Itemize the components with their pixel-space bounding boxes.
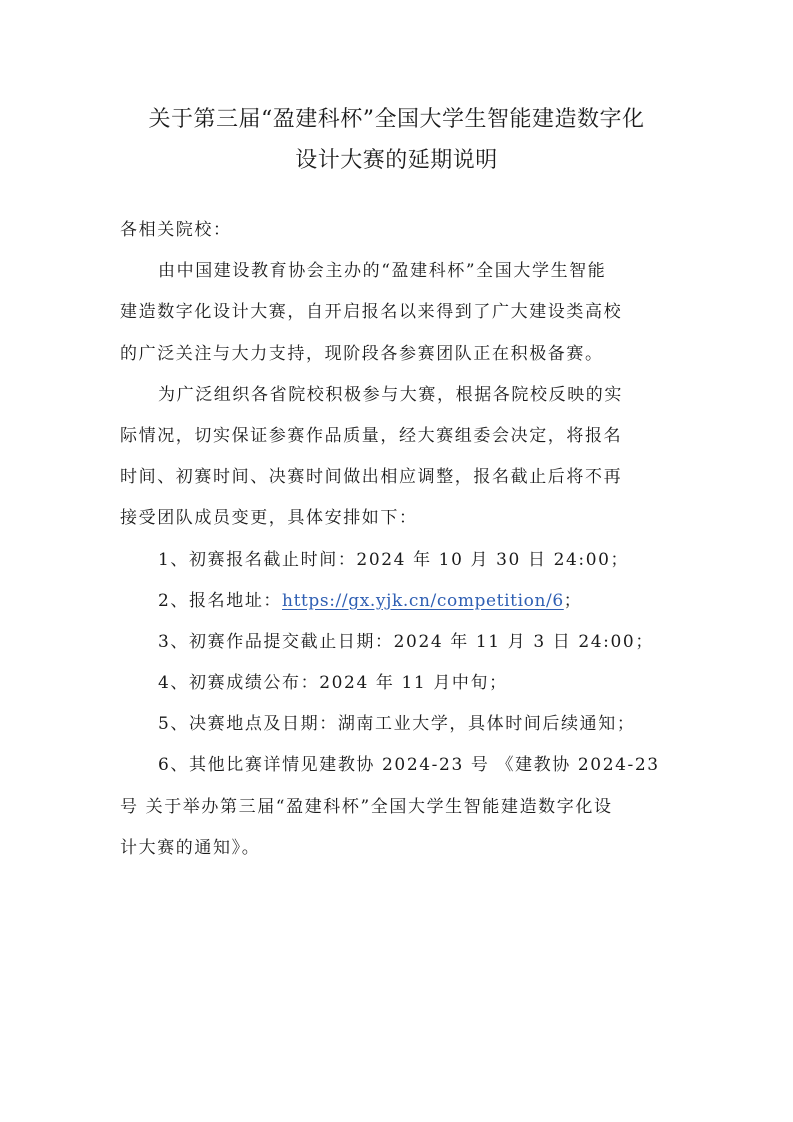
paragraph-1-line-1: 由中国建设教育协会主办的“盈建科杯”全国大学生智能: [158, 261, 607, 282]
paragraph-2-line-1: 为广泛组织各省院校积极参与大赛，根据各院校反映的实: [158, 384, 623, 405]
list-item-2-suffix: ；: [563, 590, 583, 611]
list-item-6-line-2: 号 关于举办第三届“盈建科杯”全国大学生智能建造数字化设: [120, 796, 613, 817]
paragraph-2-line-4: 接受团队成员变更，具体安排如下：: [120, 508, 418, 529]
paragraph-2-line-2: 际情况，切实保证参赛作品质量，经大赛组委会决定，将报名: [120, 425, 623, 446]
paragraph-1-line-2: 建造数字化设计大赛，自开启报名以来得到了广大建设类高校: [120, 302, 623, 323]
list-item-4: 4、初赛成绩公布：2024 年 11 月中旬；: [158, 673, 508, 694]
list-item-3: 3、初赛作品提交截止日期：2024 年 11 月 3 日 24:00；: [158, 631, 654, 652]
list-item-1: 1、初赛报名截止时间：2024 年 10 月 30 日 24:00；: [158, 549, 630, 570]
title-line-1: 关于第三届“盈建科杯”全国大学生智能建造数字化: [148, 107, 645, 132]
list-item-6-line-3: 计大赛的通知》。: [120, 837, 261, 858]
salutation: 各相关院校：: [120, 220, 232, 240]
list-item-6-line-1: 6、其他比赛详情见建教协 2024-23 号 《建教协 2024-23: [158, 755, 660, 776]
document-title: [100, 99, 693, 181]
list-item-2: [120, 581, 676, 622]
list-item-5: 5、决赛地点及日期：湖南工业大学，具体时间后续通知；: [158, 714, 636, 735]
document-body: [120, 210, 676, 869]
title-line-2: 设计大赛的延期说明: [295, 148, 498, 173]
registration-link[interactable]: https://gx.yjk.cn/competition/6: [282, 590, 564, 611]
paragraph-1-line-3: 的广泛关注与大力支持，现阶段各参赛团队正在积极备赛。: [120, 343, 604, 364]
list-item-2-label: 2、报名地址：: [158, 590, 283, 611]
paragraph-2-line-3: 时间、初赛时间、决赛时间做出相应调整，报名截止后将不再: [120, 467, 623, 488]
